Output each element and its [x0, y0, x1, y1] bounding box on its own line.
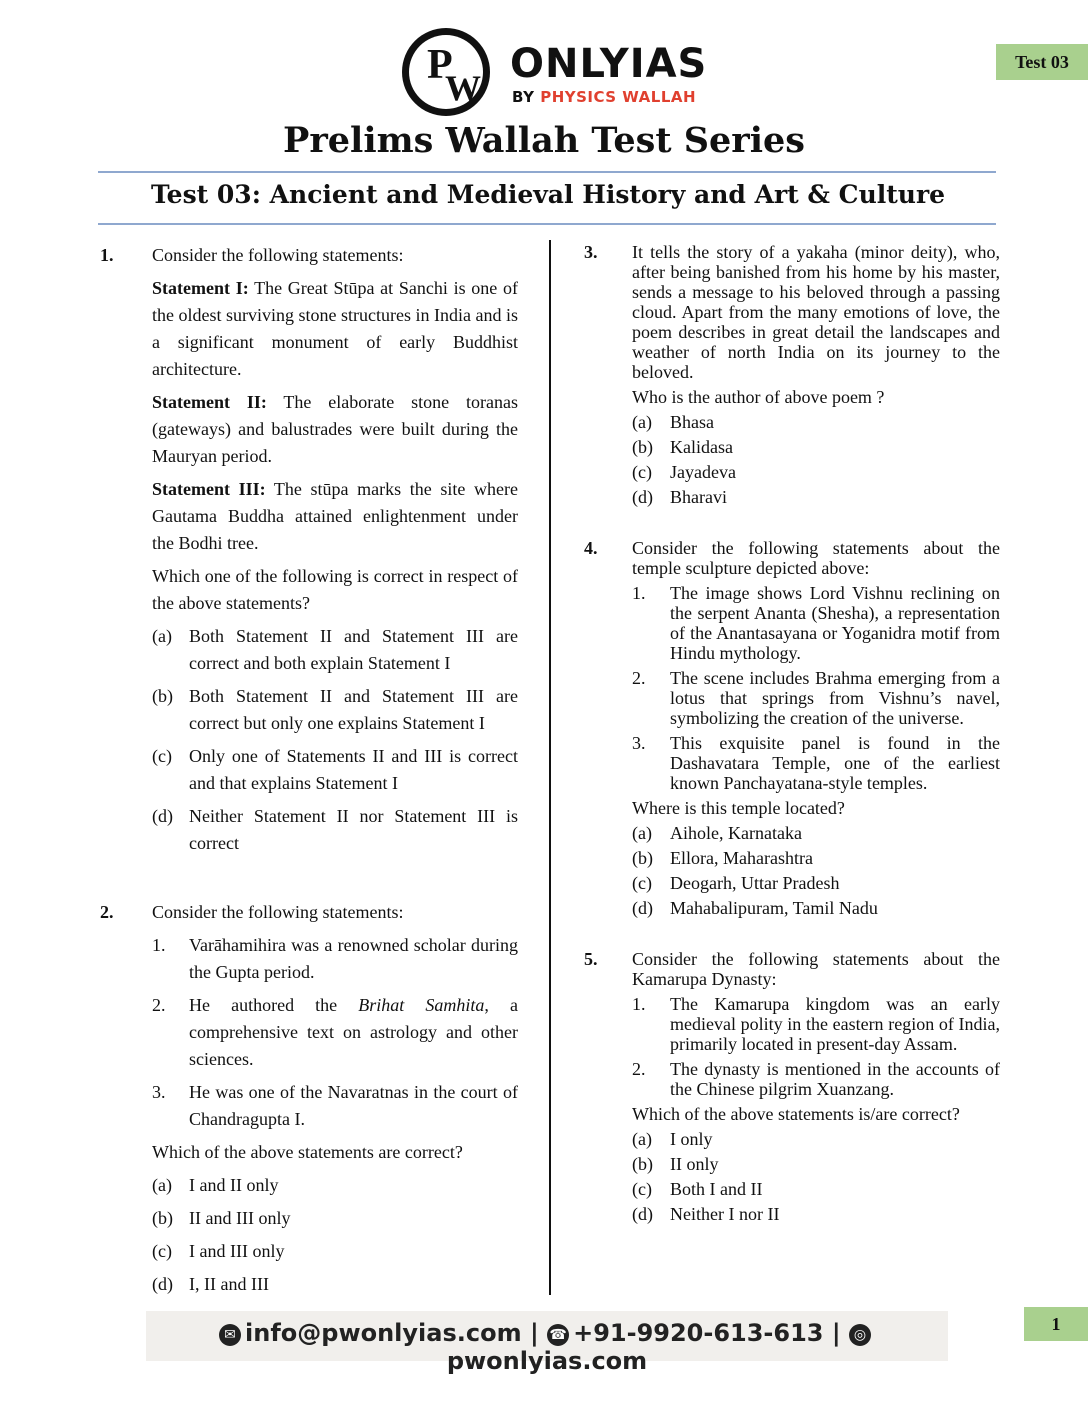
footer-phone[interactable]: +91-9920-613-613	[573, 1319, 824, 1347]
question-stem: Which one of the following is correct in respect of the above statements?	[152, 566, 518, 613]
subtitle-rule	[98, 223, 996, 225]
page-title: Prelims Wallah Test Series	[283, 120, 805, 161]
option: (a) Aihole, Karnataka	[632, 823, 802, 843]
question-stem: Which of the above statements are correct?	[152, 1142, 463, 1162]
statement-item: 1. The Kamarupa kingdom was an early medieval polity in the eastern region of India, primarily located in present-day Assam.	[632, 994, 1000, 1054]
question-passage: It tells the story of a yakaha (minor deity), who, after being banished from his home by his master, sends a message to his beloved through a passing cloud. Apart from the many emotions of love, the poem describes in great detail the landscapes and weather of north India on its journey to the beloved.	[632, 242, 1000, 382]
test-tag: Test 03	[996, 44, 1088, 80]
brand-byline: BY PHYSICS WALLAH	[512, 88, 697, 106]
option: (b) II and III only	[152, 1208, 291, 1228]
question-stem: Who is the author of above poem ?	[632, 387, 885, 407]
right-column	[584, 242, 1000, 1229]
option: (c) Both I and II	[632, 1179, 763, 1199]
option: (a) Bhasa	[632, 412, 714, 432]
mail-icon: ✉	[219, 1324, 241, 1346]
question-3	[584, 242, 1000, 507]
statement-1: Statement I: The Great Stūpa at Sanchi is one of the oldest surviving stone structures in India and is a significant monument of early Buddhist architecture.	[152, 278, 518, 379]
option: (d) Mahabalipuram, Tamil Nadu	[632, 898, 878, 918]
page-subtitle: Test 03: Ancient and Medieval History and Art & Culture	[150, 180, 946, 209]
statement-item: 2. He authored the Brihat Samhita, a comprehensive text on astrology and other sciences.	[152, 995, 518, 1069]
option: (d) Bharavi	[632, 487, 727, 507]
question-stem: Which of the above statements is/are correct?	[632, 1104, 960, 1124]
pw-mark-p: P	[427, 42, 453, 88]
pw-logo-icon	[402, 28, 490, 116]
onlyias-logo	[402, 28, 722, 120]
question-number: 5.	[584, 949, 598, 969]
option: (d) Neither Statement II nor Statement III is correct	[152, 806, 518, 853]
statement-item: 2. The scene includes Brahma emerging from a lotus that springs from Vishnu’s navel, symbolizing the creation of the universe.	[632, 668, 1000, 728]
question-intro: Consider the following statements about the temple sculpture depicted above:	[632, 538, 1000, 578]
statement-item: 3. This exquisite panel is found in the Dashavatara Temple, one of the earliest known Panchayatana-style temples.	[632, 733, 1000, 793]
question-number: 2.	[100, 902, 114, 922]
option: (a) I and II only	[152, 1175, 279, 1195]
option: (a) I only	[632, 1129, 713, 1149]
option: (b) Kalidasa	[632, 437, 733, 457]
question-2	[100, 899, 518, 1298]
statement-3: Statement III: The stūpa marks the site where Gautama Buddha attained enlightenment under the Bodhi tree.	[152, 479, 518, 553]
phone-icon: ☎	[547, 1324, 569, 1346]
statement-2: Statement II: The elaborate stone toranas (gateways) and balustrades were built during the Mauryan period.	[152, 392, 518, 466]
footer-website[interactable]: pwonlyias.com	[446, 1347, 648, 1375]
question-5	[584, 949, 1000, 1224]
contact-footer: ✉ info@pwonlyias.com | ☎ +91-9920-613-613 | ◎pwonlyias.com	[146, 1311, 948, 1361]
globe-icon: ◎	[849, 1324, 871, 1346]
statement-item: 3. He was one of the Navaratnas in the court of Chandragupta I.	[152, 1082, 518, 1129]
question-number: 3.	[584, 242, 598, 262]
title-rule	[98, 171, 996, 173]
option: (b) Both Statement II and Statement III are correct but only one explains Statement I	[152, 686, 518, 733]
option: (c) Only one of Statements II and III is correct and that explains Statement I	[152, 746, 518, 793]
footer-email[interactable]: info@pwonlyias.com	[245, 1319, 522, 1347]
question-number: 4.	[584, 538, 598, 558]
page-number: 1	[1024, 1307, 1088, 1341]
statement-item: 1. Varāhamihira was a renowned scholar during the Gupta period.	[152, 935, 518, 982]
question-intro: Consider the following statements:	[152, 902, 404, 922]
statement-item: 2. The dynasty is mentioned in the accounts of the Chinese pilgrim Xuanzang.	[632, 1059, 1000, 1099]
statement-item: 1. The image shows Lord Vishnu reclining on the serpent Ananta (Shesha), a representation of the Anantasayana or Yoganidra motif from Hindu mythology.	[632, 583, 1000, 663]
column-divider	[549, 240, 551, 1295]
left-column	[100, 242, 518, 1304]
option: (c) Jayadeva	[632, 462, 736, 482]
option: (b) Ellora, Maharashtra	[632, 848, 813, 868]
question-4	[584, 538, 1000, 918]
question-intro: Consider the following statements about the Kamarupa Dynasty:	[632, 949, 1000, 989]
option: (a) Both Statement II and Statement III are correct and both explain Statement I	[152, 626, 518, 673]
question-number: 1.	[100, 245, 114, 265]
option: (d) I, II and III	[152, 1274, 269, 1294]
question-intro: Consider the following statements:	[152, 245, 404, 265]
question-1	[100, 242, 518, 857]
pw-mark-w: W	[445, 68, 481, 108]
option: (c) Deogarh, Uttar Pradesh	[632, 873, 840, 893]
option: (c) I and III only	[152, 1241, 285, 1261]
option: (d) Neither I nor II	[632, 1204, 780, 1224]
option: (b) II only	[632, 1154, 719, 1174]
question-stem: Where is this temple located?	[632, 798, 845, 818]
brand-name: ONLYIAS	[510, 41, 708, 87]
